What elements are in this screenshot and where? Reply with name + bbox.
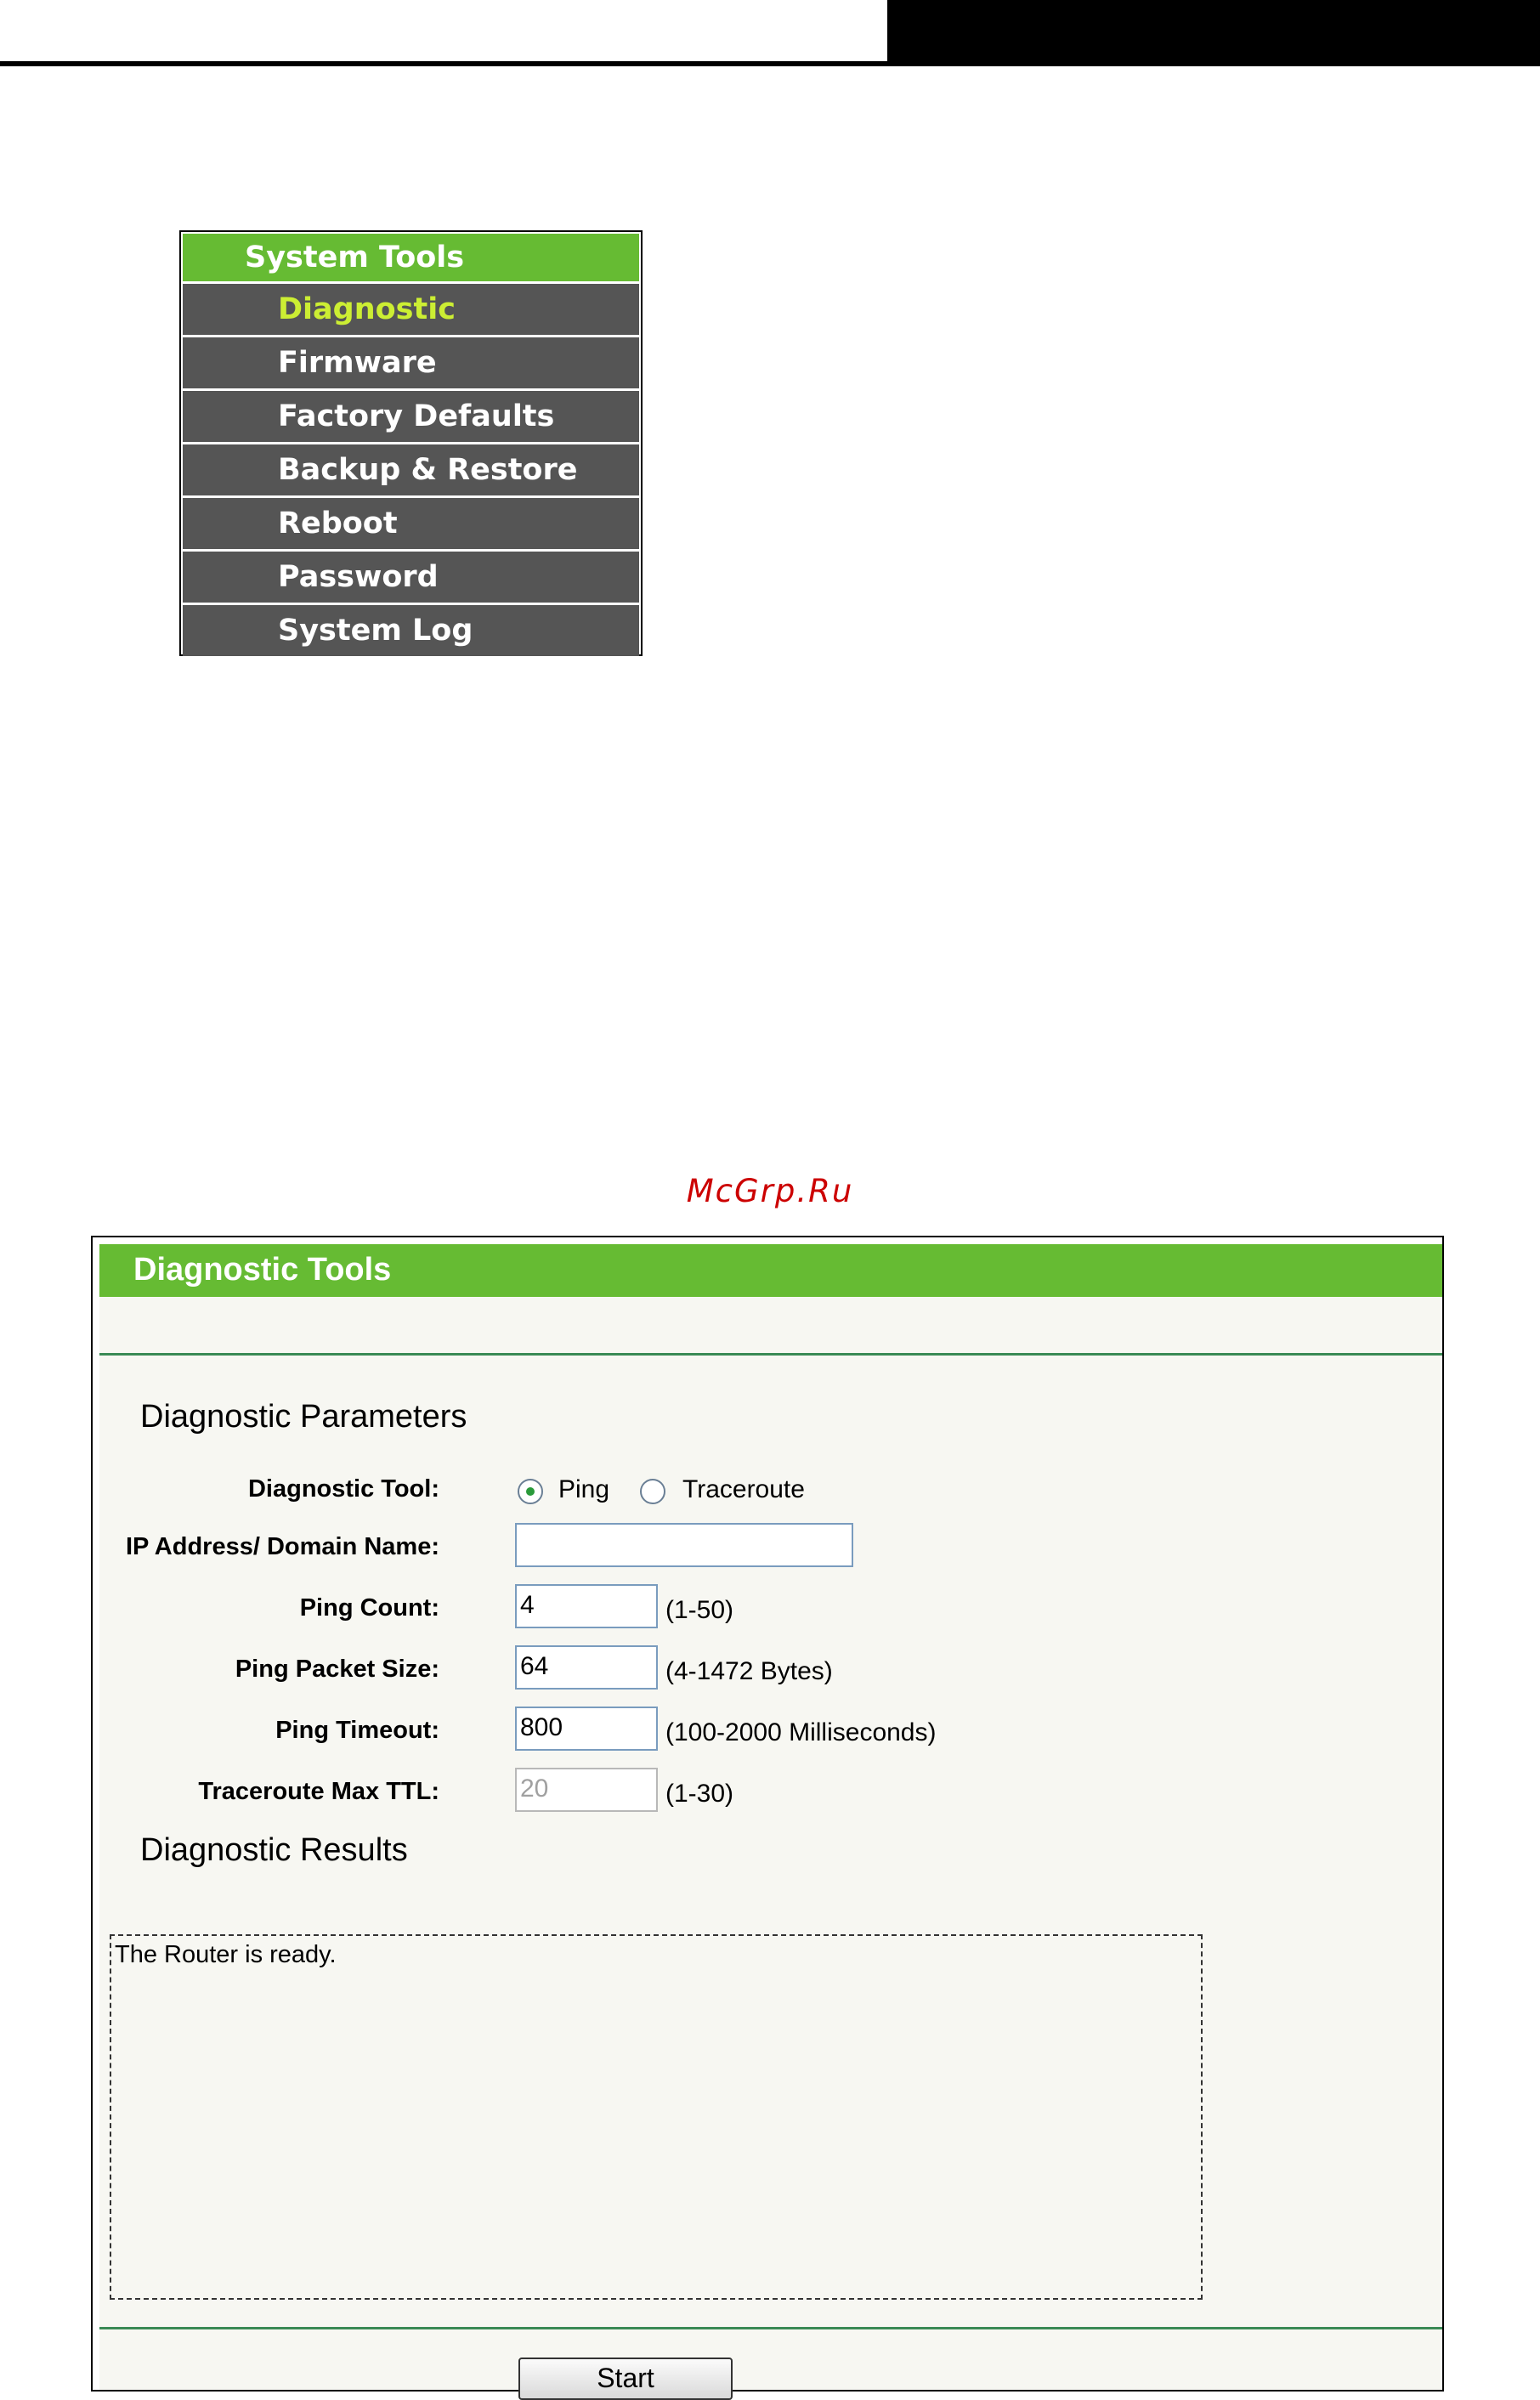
menu-item-firmware[interactable]: Firmware xyxy=(183,337,639,388)
tool-label: Diagnostic Tool: xyxy=(247,1475,439,1503)
ip-label: IP Address/ Domain Name: xyxy=(125,1533,439,1560)
traceroute-radio-label[interactable]: Traceroute xyxy=(682,1475,805,1503)
panel-title: Diagnostic Tools xyxy=(99,1244,1442,1297)
menu-item-reboot[interactable]: Reboot xyxy=(183,498,639,549)
menu-item-backup-restore[interactable]: Backup & Restore xyxy=(183,444,639,495)
timeout-label: Ping Timeout: xyxy=(275,1717,439,1744)
top-divider xyxy=(99,1353,1442,1356)
results-box: The Router is ready. xyxy=(110,1934,1203,2300)
ping-count-input[interactable]: 4 xyxy=(515,1584,658,1628)
timeout-hint: (100-2000 Milliseconds) xyxy=(665,1718,937,1746)
watermark-text: McGrp.Ru xyxy=(686,1173,854,1209)
ping-radio[interactable] xyxy=(518,1479,543,1504)
menu-header[interactable]: System Tools xyxy=(183,234,639,281)
traceroute-radio[interactable] xyxy=(640,1479,665,1504)
panel-body xyxy=(99,1297,1442,2393)
packet-size-input[interactable]: 64 xyxy=(515,1645,658,1690)
start-button[interactable]: Start xyxy=(518,2358,733,2400)
timeout-input[interactable]: 800 xyxy=(515,1707,658,1751)
ping-count-hint: (1-50) xyxy=(665,1596,734,1624)
menu-item-diagnostic[interactable]: Diagnostic xyxy=(183,284,639,335)
header-black-block xyxy=(887,0,1540,65)
bottom-divider xyxy=(99,2327,1442,2329)
system-tools-menu xyxy=(179,230,643,656)
results-title: Diagnostic Results xyxy=(140,1832,408,1868)
ttl-input: 20 xyxy=(515,1768,658,1812)
packet-size-hint: (4-1472 Bytes) xyxy=(665,1657,833,1685)
menu-item-factory-defaults[interactable]: Factory Defaults xyxy=(183,391,639,442)
ip-address-input[interactable] xyxy=(515,1523,853,1567)
ping-count-label: Ping Count: xyxy=(299,1594,439,1622)
packet-size-label: Ping Packet Size: xyxy=(235,1656,439,1683)
parameters-title: Diagnostic Parameters xyxy=(140,1399,467,1435)
ping-radio-label[interactable]: Ping xyxy=(558,1475,610,1503)
menu-item-password[interactable]: Password xyxy=(183,552,639,603)
ttl-label: Traceroute Max TTL: xyxy=(198,1778,439,1805)
ttl-hint: (1-30) xyxy=(665,1780,734,1808)
diagnostic-tools-panel xyxy=(91,1236,1444,2392)
menu-item-system-log[interactable]: System Log xyxy=(183,605,639,656)
